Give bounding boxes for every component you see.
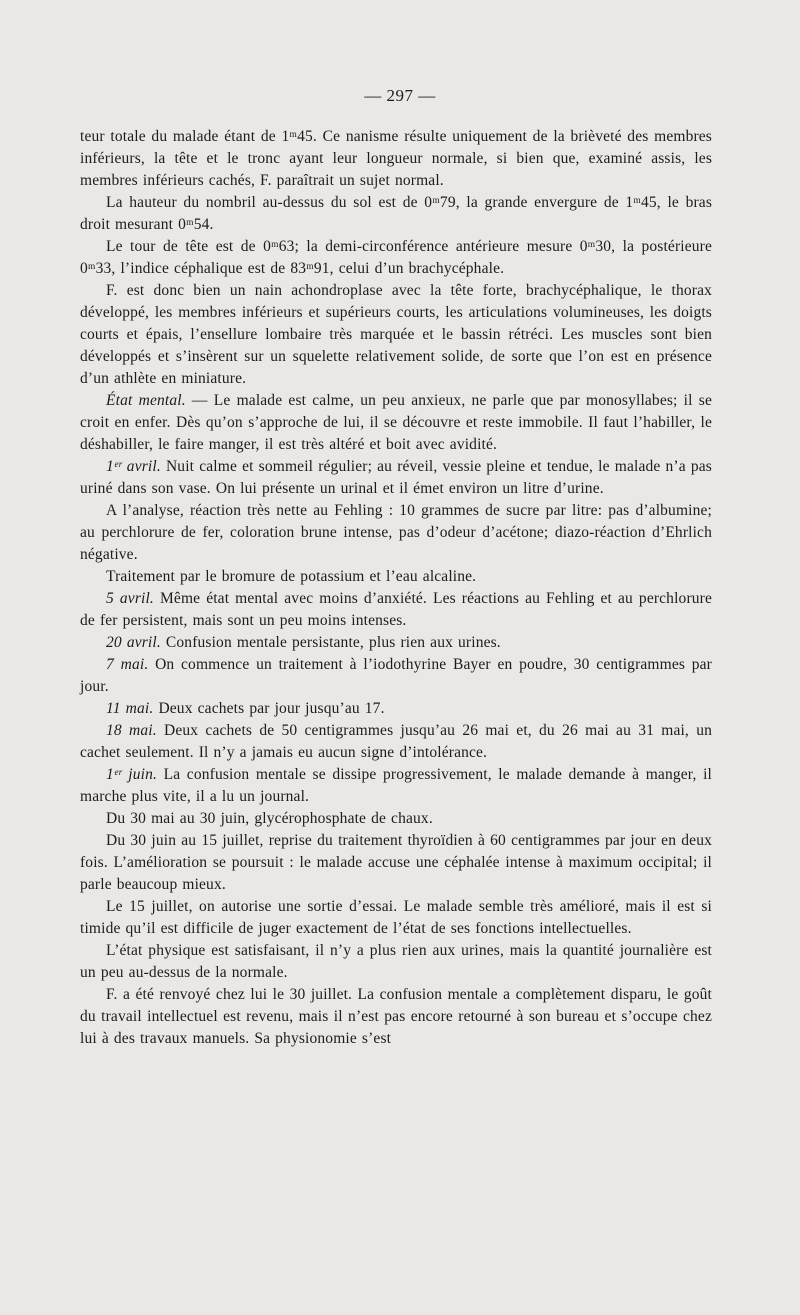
paragraph-date-lead: 11 mai. (106, 700, 154, 717)
paragraph (80, 192, 712, 236)
paragraph (80, 456, 712, 500)
paragraph-text: Confusion mentale persistante, plus rien aux urines. (165, 634, 501, 651)
paragraph-text: Deux cachets de 50 centigrammes jusqu’au 26 mai et, du 26 mai au 31 mai, un cachet seulement. Il n’y a jamais eu aucun signe d’intolérance. (80, 722, 712, 761)
paragraph-text: Deux cachets par jour jusqu’au 17. (158, 700, 385, 717)
paragraph (80, 984, 712, 1050)
paragraph-text: F. a été renvoyé chez lui le 30 juillet. La confusion mentale a complètement disparu, le goût du travail intellectuel est revenu, mais il n’est pas encore retourné à son bureau et s’occupe chez lui à des travaux manuels. Sa physionomie s’est (80, 986, 712, 1047)
paragraph (80, 390, 712, 456)
paragraph (80, 698, 712, 720)
page-number: — 297 — (364, 86, 436, 105)
paragraph-text: teur totale du malade étant de 1ᵐ45. Ce nanisme résulte uniquement de la brièveté des membres inférieurs, la tête et le tronc ayant leur longueur normale, si bien que, examiné assis, les membres inférieurs cachés, F. paraîtrait un sujet normal. (80, 128, 712, 189)
paragraph (80, 896, 712, 940)
paragraph-text: Nuit calme et sommeil régulier; au réveil, vessie pleine et tendue, le malade n’a pas uriné dans son vase. On lui présente un urinal et il émet environ un litre d’urine. (80, 458, 712, 497)
paragraph-text: F. est donc bien un nain achondroplase avec la tête forte, brachycéphalique, le thorax développé, les membres inférieurs et supérieurs courts, les articulations volumineuses, les doigts courts et épais, l’ensellure lombaire très marquée et le bassin rétréci. Les muscles sont bien développés et s’insèrent sur un squelette relativement solide, de sorte que l’on est en présence d’un athlète en miniature. (80, 282, 712, 387)
paragraph-date-lead: État mental. (106, 392, 186, 409)
paragraph-text: A l’analyse, réaction très nette au Fehling : 10 grammes de sucre par litre: pas d’albumine; au perchlorure de fer, coloration brune intense, pas d’odeur d’acétone; diazo-réaction d’Ehrlich négative. (80, 502, 712, 563)
paragraph-text: Même état mental avec moins d’anxiété. Les réactions au Fehling et au perchlorure de fer persistent, mais sont un peu moins intenses. (80, 590, 712, 629)
paragraph-text: La confusion mentale se dissipe progressivement, le malade demande à manger, il marche plus vite, il a lu un journal. (80, 766, 712, 805)
paragraph (80, 588, 712, 632)
body-text (80, 126, 712, 1050)
paragraph-text: Du 30 juin au 15 juillet, reprise du traitement thyroïdien à 60 centigrammes par jour en deux fois. L’amélioration se poursuit : le malade accuse une céphalée intense à maximum occipital; il parle beaucoup mieux. (80, 832, 712, 893)
paragraph-text: La hauteur du nombril au-dessus du sol est de 0ᵐ79, la grande envergure de 1ᵐ45, le bras droit mesurant 0ᵐ54. (80, 194, 712, 233)
paragraph-text: Le tour de tête est de 0ᵐ63; la demi-circonférence antérieure mesure 0ᵐ30, la postérieure 0ᵐ33, l’indice céphalique est de 83ᵐ91, celui d’un brachycéphale. (80, 238, 712, 277)
paragraph (80, 632, 712, 654)
paragraph (80, 280, 712, 390)
paragraph (80, 500, 712, 566)
paragraph (80, 720, 712, 764)
paragraph (80, 236, 712, 280)
paragraph (80, 566, 712, 588)
paragraph (80, 126, 712, 192)
paragraph-date-lead: 20 avril. (106, 634, 161, 651)
paragraph-date-lead: 5 avril. (106, 590, 154, 607)
paragraph-text: On commence un traitement à l’iodothyrine Bayer en poudre, 30 centigrammes par jour. (80, 656, 712, 695)
paragraph-date-lead: 1ᵉʳ juin. (106, 766, 158, 783)
paragraph-date-lead: 7 mai. (106, 656, 149, 673)
paragraph (80, 654, 712, 698)
paragraph (80, 940, 712, 984)
paragraph-text: Le 15 juillet, on autorise une sortie d’essai. Le malade semble très amélioré, mais il est si timide qu’il est difficile de juger exactement de l’état de ses fonctions intellectuelles. (80, 898, 712, 937)
paragraph (80, 808, 712, 830)
paragraph-text: Traitement par le bromure de potassium et l’eau alcaline. (106, 568, 477, 585)
paragraph-date-lead: 1ᵉʳ avril. (106, 458, 161, 475)
paragraph (80, 764, 712, 808)
paragraph-text: Du 30 mai au 30 juin, glycérophosphate de chaux. (106, 810, 433, 827)
paragraph-date-lead: 18 mai. (106, 722, 157, 739)
paragraph-text: L’état physique est satisfaisant, il n’y a plus rien aux urines, mais la quantité journalière est un peu au-dessus de la normale. (80, 942, 712, 981)
paragraph (80, 830, 712, 896)
paragraph-text: — Le malade est calme, un peu anxieux, ne parle que par monosyllabes; il se croit en enfer. Dès qu’on s’approche de lui, il se découvre et reste immobile. Il faut l’habiller, le déshabiller, le faire manger, il est très altéré et boit avec avidité. (80, 392, 712, 453)
